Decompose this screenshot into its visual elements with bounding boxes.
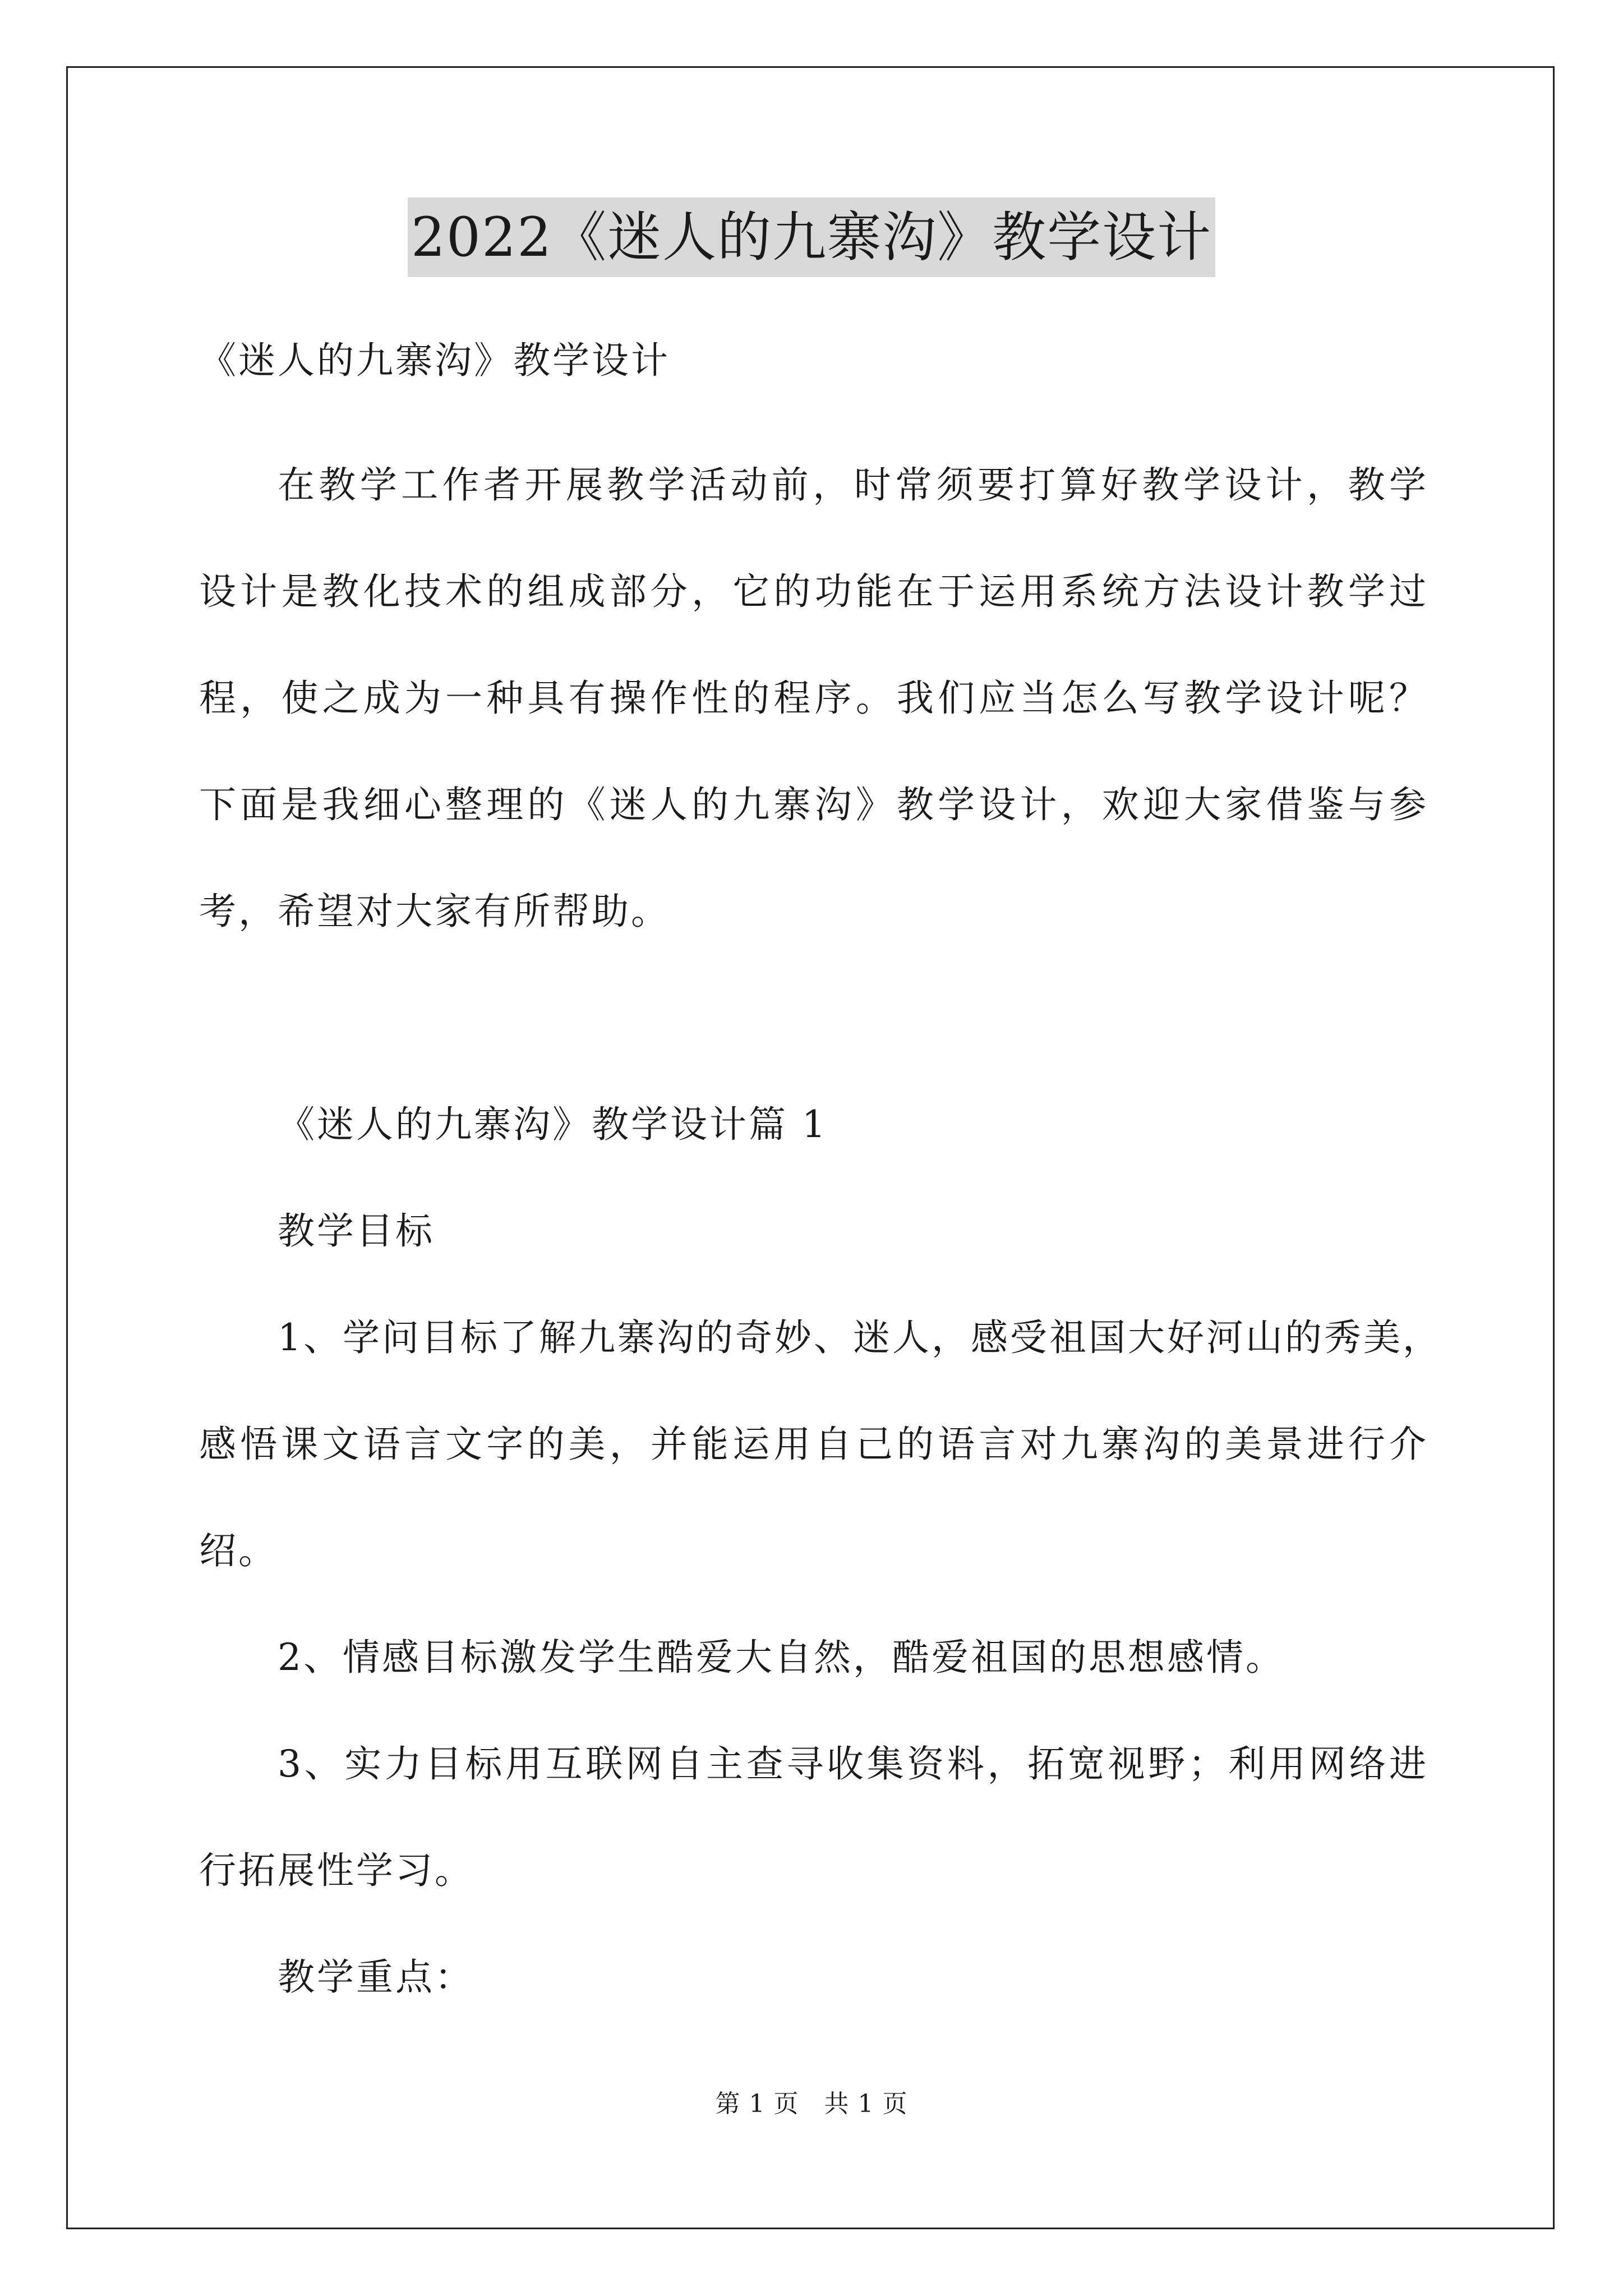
objective-3 [199, 1711, 1428, 1924]
objectives-heading-text: 教学目标 [278, 1209, 435, 1253]
intro-line: 程，使之成为一种具有操作性的程序。我们应当怎么写教学设计呢？ [199, 677, 1428, 720]
intro-line: 设计是教化技术的组成部分，它的功能在于运用系统方法设计教学过 [199, 570, 1428, 613]
intro-paragraph [199, 432, 1428, 965]
section-heading-text: 《迷人的九寨沟》教学设计篇 1 [278, 1103, 828, 1146]
intro-line: 在教学工作者开展教学活动前，时常须要打算好教学设计，教学 [278, 463, 1428, 507]
subtitle-text: 《迷人的九寨沟》教学设计 [199, 339, 670, 382]
intro-line: 考，希望对大家有所帮助。 [199, 890, 670, 933]
objective-1-line: 绍。 [199, 1529, 278, 1572]
intro-line: 下面是我细心整理的《迷人的九寨沟》教学设计，欢迎大家借鉴与参 [199, 783, 1428, 826]
document-title: 2022《迷人的九寨沟》教学设计 [408, 197, 1215, 277]
section-heading [199, 1071, 1428, 1178]
objective-2 [199, 1604, 1428, 1711]
subtitle [199, 307, 1428, 414]
objective-1-line: 感悟课文语言文字的美，并能运用自己的语言对九寨沟的美景进行介 [199, 1423, 1428, 1466]
objective-1-line: 1、学问目标了解九寨沟的奇妙、迷人，感受祖国大好河山的秀美， [278, 1316, 1442, 1359]
key-points-heading-text: 教学重点： [278, 1955, 474, 1999]
objective-3-line: 3、实力目标用互联网自主查寻收集资料，拓宽视野；利用网络进 [278, 1742, 1428, 1786]
key-points-heading [199, 1924, 1428, 2031]
title-area [0, 197, 1623, 277]
page-footer [0, 2083, 1623, 2119]
objective-3-line: 行拓展性学习。 [199, 1849, 474, 1892]
page-number: 第 1 页 共 1 页 [715, 2090, 908, 2118]
objectives-heading [199, 1178, 1428, 1285]
objective-1 [199, 1285, 1442, 1604]
objective-2-text: 2、情感目标激发学生酷爱大自然，酷爱祖国的思想感情。 [278, 1636, 1285, 1679]
